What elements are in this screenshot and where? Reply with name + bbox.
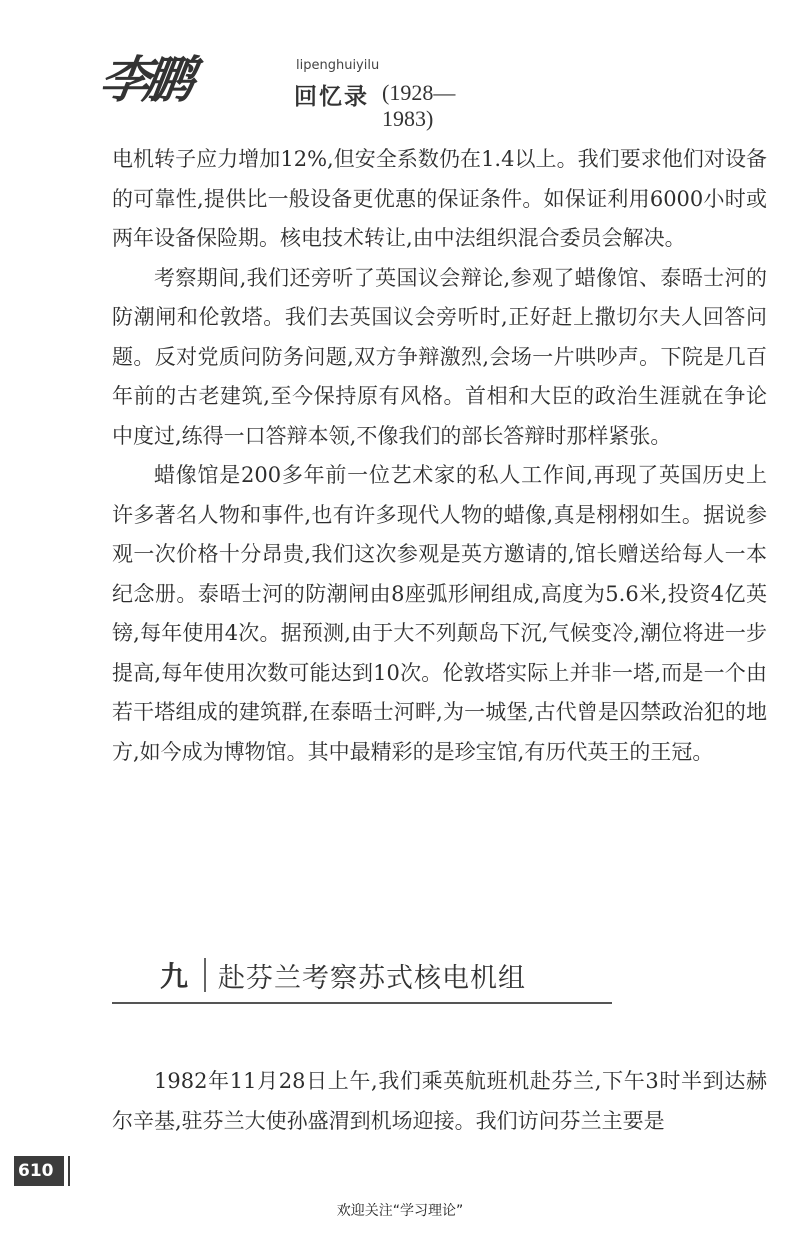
page-number: 610 [14,1156,64,1186]
section-number: 九 [160,960,189,993]
running-header [95,50,500,131]
main-body-text [112,140,767,772]
section-separator [204,958,206,992]
footer-note: 欢迎关注“学习理论” [336,1203,464,1219]
section-title: 赴芬兰考察苏式核电机组 [218,963,526,994]
section-body-text [112,1062,767,1141]
paragraph: 1982年11月28日上午,我们乘英航班机赴芬兰,下午3时半到达赫尔辛基,驻芬兰大使孙盛渭到机场迎接。我们访问芬兰主要是 [112,1069,767,1133]
paragraph: 电机转子应力增加12%,但安全系数仍在1.4以上。我们要求他们对设备的可靠性,提供比一般设备更优惠的保证条件。如保证利用6000小时或两年设备保险期。核电技术转让,由中法组织混合委员会解决。 [112,147,767,250]
paragraph: 考察期间,我们还旁听了英国议会辩论,参观了蜡像馆、泰晤士河的防潮闸和伦敦塔。我们去英国议会旁听时,正好赶上撒切尔夫人回答问题。反对党质问防务问题,双方争辩激烈,会场一片哄吵声。下院是几百年前的古老建筑,至今保持原有风格。首相和大臣的政治生涯就在争论中度过,练得一口答辩本领,不像我们的部长答辩时那样紧张。 [112,265,767,448]
book-years: (1928—1983) [382,80,456,131]
header-pinyin: lipenghuiyilu [296,58,380,73]
paragraph: 蜡像馆是200多年前一位艺术家的私人工作间,再现了英国历史上许多著名人物和事件,也有许多现代人物的蜡像,真是栩栩如生。据说参观一次价格十分昂贵,我们这次参观是英方邀请的,馆长赠送给每人一本纪念册。泰晤士河的防潮闸由8座弧形闸组成,高度为5.6米,投资4亿英镑,每年使用4次。据预测,由于大不列颠岛下沉,气候变冷,潮位将进一步提高,每年使用次数可能达到10次。伦敦塔实际上并非一塔,而是一个由若干塔组成的建筑群,在泰晤士河畔,为一城堡,古代曾是囚禁政治犯的地方,如今成为博物馆。其中最精彩的是珍宝馆,有历代英王的王冠。 [112,463,767,764]
section-heading [112,952,612,1004]
author-calligraphy-logo: 李鹏 [95,50,193,109]
book-title: 回忆录 [294,84,369,110]
